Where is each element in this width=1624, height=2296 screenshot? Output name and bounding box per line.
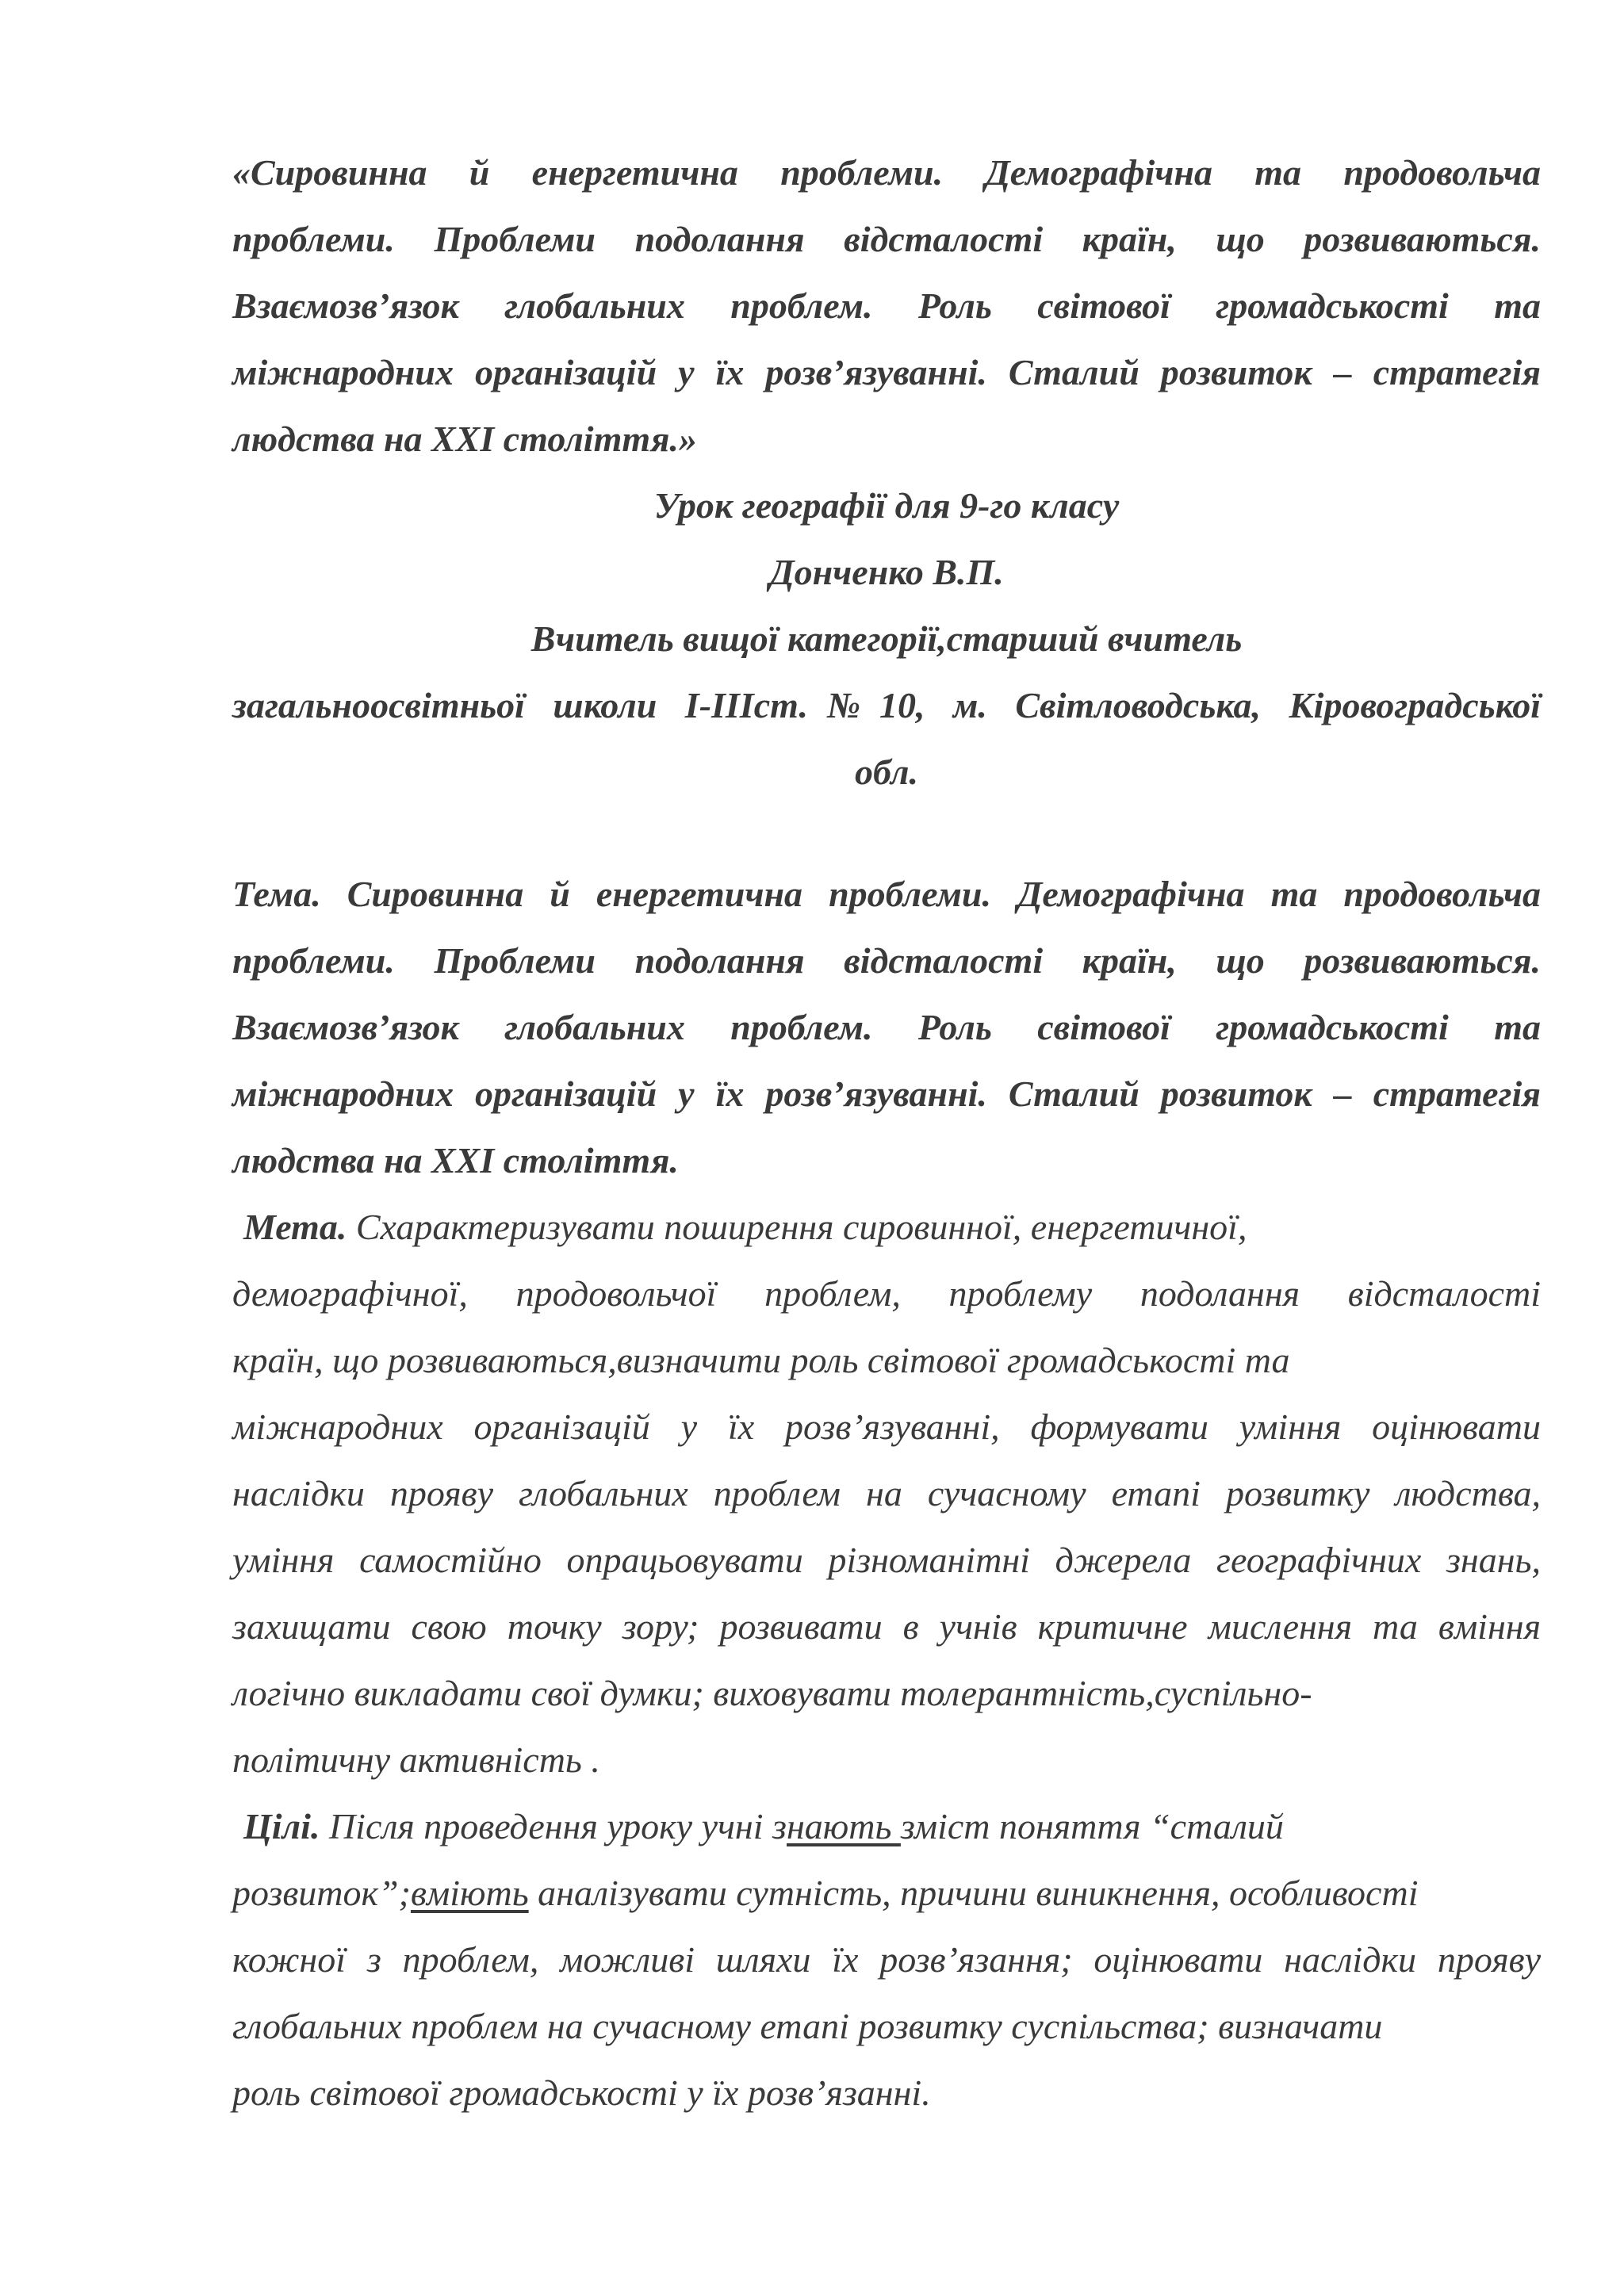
goal-text: Схарактеризувати поширення сировинної, енергетичної, bbox=[347, 1207, 1247, 1247]
goal-line: наслідки прояву глобальних проблем на сучасному етапі розвитку людства, bbox=[232, 1473, 1541, 1513]
author-school: загальноосвітньої школи І-ІІІст.№10, м. Світловодська, Кіровоградської bbox=[232, 685, 1541, 725]
objectives-line: кожної з проблем, можливі шляхи їх розв’язання; оцінювати наслідки прояву bbox=[232, 1939, 1541, 1980]
author-position: Вчитель вищої категорії,старший вчитель bbox=[530, 618, 1243, 659]
title-line: «Сировинна й енергетична проблеми. Демографічна та продовольча bbox=[232, 152, 1541, 193]
goal-label: Мета. bbox=[243, 1207, 347, 1247]
objectives-text: зміст поняття “сталий bbox=[900, 1806, 1284, 1846]
objectives-text: Після проведення уроку учні з bbox=[320, 1806, 787, 1846]
topic-section bbox=[232, 861, 1541, 1194]
topic-line: Взаємозв’язок глобальних проблем. Роль світової громадськості та bbox=[232, 1007, 1541, 1047]
objectives-line: роль світової громадськості у їх розв’язанні. bbox=[232, 2072, 931, 2113]
title-line: проблеми. Проблеми подолання відсталості країн, що розвиваються. bbox=[232, 219, 1541, 259]
goal-line: країн, що розвиваються,визначити роль світової громадськості та bbox=[232, 1340, 1290, 1380]
objectives-first-line bbox=[232, 1793, 1541, 1860]
goal-line: політичну активність . bbox=[232, 1739, 600, 1780]
spacer bbox=[232, 806, 1541, 861]
title-line: людства на ХХІ століття.» bbox=[232, 419, 697, 459]
topic-line: міжнародних організацій у їх розв’язуванні. Сталий розвиток – стратегія bbox=[232, 1073, 1541, 1114]
document-content bbox=[232, 140, 1541, 2126]
objectives-label: Цілі. bbox=[243, 1806, 320, 1846]
underlined-know: нають bbox=[786, 1806, 901, 1846]
document-title bbox=[232, 140, 1541, 473]
goal-line: міжнародних організацій у їх розв’язуванні, формувати уміння оцінювати bbox=[232, 1406, 1541, 1447]
objectives-text: аналізувати сутність, причини виникнення, особливості bbox=[528, 1873, 1419, 1913]
goal-section bbox=[232, 1194, 1541, 1793]
underlined-can: вміють bbox=[410, 1873, 529, 1913]
topic-line: проблеми. Проблеми подолання відсталості країн, що розвиваються. bbox=[232, 940, 1541, 981]
title-line: міжнародних організацій у їх розв’язуванні. Сталий розвиток – стратегія bbox=[232, 352, 1541, 392]
objectives-line: глобальних проблем на сучасному етапі розвитку суспільства; визначати bbox=[232, 2006, 1383, 2046]
lesson-subtitle: Урок географії для 9-го класу bbox=[653, 485, 1120, 526]
goal-first-line bbox=[232, 1194, 1541, 1261]
goal-line: демографічної, продовольчої проблем, проблему подолання відсталості bbox=[232, 1273, 1541, 1314]
topic-line: людства на ХХІ століття. bbox=[232, 1140, 679, 1181]
author-region: обл. bbox=[855, 752, 918, 792]
author-name: Донченко В.П. bbox=[769, 552, 1004, 592]
title-line: Взаємозв’язок глобальних проблем. Роль світової громадськості та bbox=[232, 285, 1541, 326]
goal-line: захищати свою точку зору; розвивати в учнів критичне мислення та вміння bbox=[232, 1606, 1541, 1647]
author-block bbox=[232, 473, 1541, 806]
goal-line: уміння самостійно опрацьовувати різноманітні джерела географічних знань, bbox=[232, 1540, 1541, 1580]
objectives-text: розвиток”; bbox=[232, 1873, 411, 1913]
objectives-section bbox=[232, 1793, 1541, 2126]
goal-line: логічно викладати свої думки; виховувати толерантність,суспільно- bbox=[232, 1673, 1312, 1713]
topic-line: Тема. Сировинна й енергетична проблеми. Демографічна та продовольча bbox=[232, 874, 1541, 914]
objectives-line bbox=[232, 1860, 1541, 1927]
